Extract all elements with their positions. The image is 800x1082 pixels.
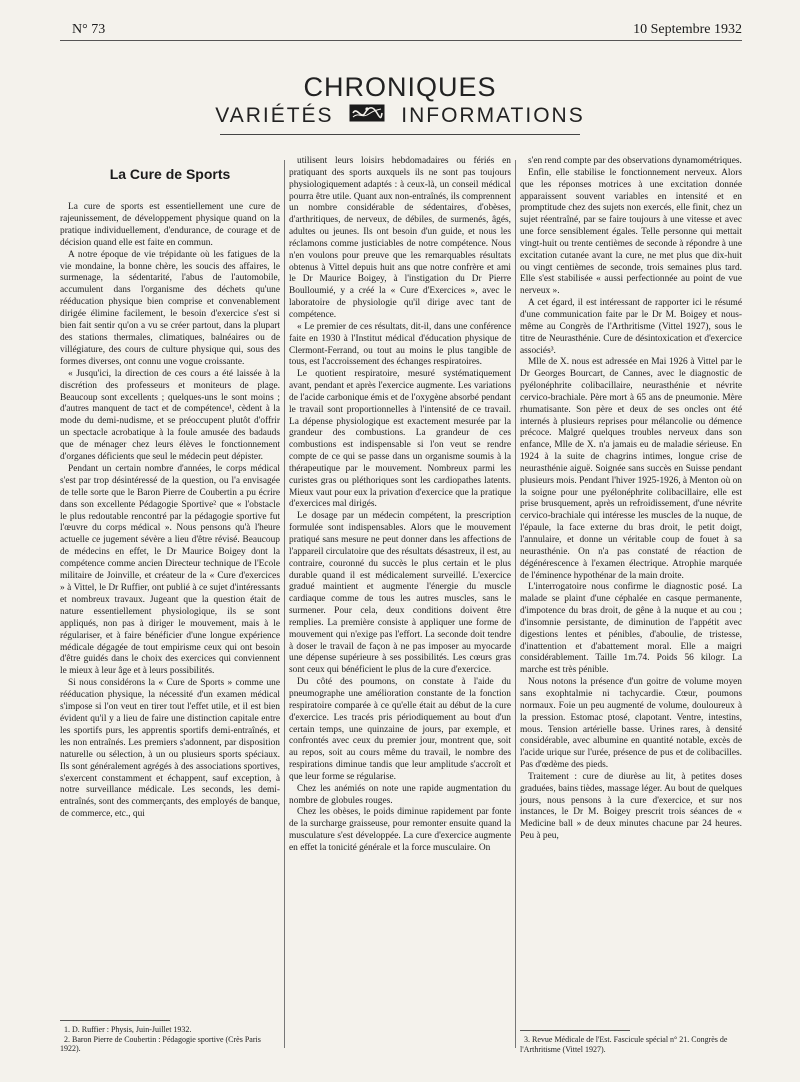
column-divider — [515, 160, 516, 1048]
issue-date: 10 Septembre 1932 — [633, 22, 742, 37]
paragraph: A notre époque de vie trépidante où les fatigues de la vie mondaine, la bonne chère, les soucis des affaires, le surmenage, la sédentarité, l'abus de l'automobile, accumulent dans l'organisme des déchets qu'une rééducation physique bien comprise et convenablement dirigée élimine facilement, le besoin d'exercice s'est si bien fait sentir qu'on a vu se créer partout, dans la plupart des stations thermales, climatiques, balnéaires ou de villégiature, des cours de culture physique qui, sous des formes diverses, ont connu une vogue croissante. — [60, 249, 280, 367]
footnotes-left — [60, 1020, 280, 1054]
paragraph: L'interrogatoire nous confirme le diagnostic posé. La malade se plaint d'une céphalée en casque permanente, d'impotence du bras droit, de gêne à la nuque et au cou ; d'insomnie persistante, de diminution de l'appétit avec digestions lentes et pénibles, d'aboulie, de tristesse, d'inattention et d'abattement moral. Elle a maigri considérablement. Taille 1m.74. Poids 56 kilogr. La marche est très pénible. — [520, 582, 742, 676]
masthead-line2 — [0, 104, 800, 128]
column-3 — [520, 156, 742, 843]
column-divider — [284, 160, 285, 1048]
paragraph: Chez les anémiés on note une rapide augmentation du nombre de globules rouges. — [289, 783, 511, 806]
masthead — [0, 72, 800, 135]
paragraph: Pendant un certain nombre d'années, le corps médical s'est par trop désintéressé de la question, ou l'a envisagée de telle sorte que le Baron Pierre de Coubertin a pu écrire dans son excellente Pédagogie Sportive² que « l'obstacle le plus redoutable rencontré par la pédagogie sportive fut l'œuvre du corps médical ». Nous pensons qu'à l'heure actuelle ce jugement sévère a lieu d'être révisé. Beaucoup de médecins en effet, le Dr Maurice Boigey dont la compétence comme ancien Directeur technique de l'Ecole militaire de Joinville, et créateur de la « Cure d'exercices » à Vittel, le Dr Ruffier, ont publié à ce sujet d'intéressants et nombreux travaux. Jugeant que la question était de nature essentiellement physiologique, ils se sont appliqués, non pas à diriger le mouvement, mais à le régulariser, et à faire bénéficier d'une longue expérience médicale dégagée de tout empirisme ceux qui ont besoin d'être guidés dans le choix des exercices qui conviennent le mieux à leur âge et à leurs possibilités. — [60, 463, 280, 677]
paragraph: Du côté des poumons, on constate à l'aide du pneumographe une amélioration constante de la fonction respiratoire comparée à ce qu'elle était au début de la cure d'exercice. Les tracés pris périodiquement au bout d'un certain temps, une quinzaine de jours, par exemple, et confrontés avec ceux du premier jour, montrent que, soit au repos, soit au cours même du travail, le nombre des respirations diminue tandis que leur amplitude s'accroît et que leur forme se régularise. — [289, 677, 511, 782]
paragraph: Mlle de X. nous est adressée en Mai 1926 à Vittel par le Dr Georges Bourcart, de Cannes, avec le diagnostic de pyélonéphrite colibacillaire, neurasthénie et névrite cervico-brachiale. Père mort à 65 ans de pneumonie. Mère rhumatisante. Son père et deux de ses oncles ont été internés à plusieurs reprises pour mélancolie ou démence précoce. Malgré quelques troubles nerveux dans son enfance, Mlle de X. n'a jamais eu de maladie sérieuse. En 1924 à la suite de chagrins intimes, longue crise de neurasthénie aiguë. Soignée sans succès en Suisse pendant plusieurs mois. Pendant l'hiver 1925-1926, à Menton où on la soigne pour une pyélonéphrite colibacillaire, elle est prise brusquement, après un refroidissement, d'une névrite cervico-brachiale qui intéresse les muscles de la nuque, de l'épaule, la face externe du bras droit, le petit doigt, l'annulaire, et donne un véritable coup de fouet à sa neurasthénie. On n'a pas constaté de réaction de dégénérescence à l'examen électrique. Atrophie marquée de l'éminence hypothénar de la main droite. — [520, 357, 742, 581]
masthead-informations: INFORMATIONS — [401, 104, 585, 128]
paragraph: « Jusqu'ici, la direction de ces cours a été laissée à la discrétion des professeurs et moniteurs de plage. Beaucoup sont excellents ; quelques-uns le sont moins ; d'autres manquent de tact et de compétence¹, cèdent à la mode du demi-nudisme, et se préoccupent plutôt d'offrir un spectacle acrobatique à la foule amusée des badauds que de ménager chez leurs élèves le fonctionnement d'organes déficients que seul le médecin peut dépister. — [60, 368, 280, 463]
footnote-rule — [520, 1030, 630, 1031]
paragraph: s'en rend compte par des observations dynamométriques. — [528, 156, 742, 166]
paragraph: La cure de sports est essentiellement une cure de rajeunissement, de développement physique quand on la pratique individuellement, d'endurance, de courage et de décision quand elle est faite en commun. — [60, 202, 280, 248]
footnote-rule — [60, 1020, 170, 1021]
paragraph: Le quotient respiratoire, mesuré systématiquement avant, pendant et après l'exercice augmente. Les variations de l'acide carbonique émis et de l'oxygène absorbé pendant le travail sont proportionnelles à l'intensité de ce travail. La dépense physiologique est exactement mesurée par la grandeur des combustions. La grandeur de ces combustions est indispensable si l'on veut se rendre compte de ce qui se passe dans un organisme soumis à la thérapeutique par le mouvement. Nombreux parmi les curistes gras ou pléthoriques sont les cardiopathes latents. Mieux vaut pour eux la privation d'exercice que la pratique d'exercices mal dirigés. — [289, 369, 511, 510]
masthead-rule — [220, 134, 580, 135]
paragraph: « Le premier de ces résultats, dit-il, dans une conférence faite en 1930 à l'Institut médical d'éducation physique de Clermont-Ferrand, ou tout au moins le plus tangible de tous, est l'accroissement des échanges respiratoires. — [289, 321, 511, 368]
column-1 — [60, 162, 280, 821]
issue-number: N° 73 — [72, 22, 106, 37]
ornament-icon — [349, 104, 385, 128]
footnotes-right — [520, 1030, 742, 1054]
paragraph: A cet égard, il est intéressant de rapporter ici le résumé d'une communication faite par le Dr M. Boigey et nous-même au Congrès de l'Arthritisme (Vittel 1927), sous le titre de Neurasthénie. Cure de désintoxication et d'exercice associés³. — [520, 298, 742, 356]
footnote: 3. Revue Médicale de l'Est. Fascicule spécial n° 21. Congrès de l'Arthritisme (Vittel 1927). — [520, 1035, 728, 1054]
page-header — [0, 22, 800, 42]
paragraph: Le dosage par un médecin compétent, la prescription formulée sont indispensables. Alors que le mouvement pratiqué sans mesure ne peut donner dans les affections de l'appareil circulatoire que des résultats désastreux, il est, au contraire, couronné du succès le plus certain et le plus durable quand il est médicalement surveillé. L'exercice gradué maintient et augmente l'énergie du muscle cardiaque comme de tous les autres muscles, sans le surmener. Pour cela, deux conditions doivent être remplies. La première consiste à appliquer une forme de mouvement qui n'exige pas l'effort. La seconde doit tendre à doser le travail de façon à ne pas imposer au myocarde une dépense supérieure à ses possibilités. Les cœurs gras sont ceux qui bénéficient le plus de la cure d'exercice. — [289, 511, 511, 676]
paragraph: Chez les obèses, le poids diminue rapidement par fonte de la surcharge graisseuse, pour remonter ensuite quand la musculature s'est développée. La cure d'exercice augmente en effet la tonicité générale et la force musculaire. On — [289, 807, 511, 853]
column-2 — [289, 156, 511, 855]
paragraph: Enfin, elle stabilise le fonctionnement nerveux. Alors que les réponses motrices à une excitation donnée apparaissent souvent variables en intensité et en promptitude chez des sujets non exercés, elle finit, chez un sujet réentraîné, par se faire toujours à une vitesse et avec une force sensiblement égales. Telle personne qui mettait vingt-huit ou trente centièmes de seconde à répondre à une excitation cutanée avant la cure, ne met plus que dix-huit ou vingt centièmes de seconde, trois semaines plus tard. Elle s'est stabilisée « aussi perfectionnée au point de vue nerveux ». — [520, 167, 742, 297]
footnote: 2. Baron Pierre de Coubertin : Pédagogie sportive (Crès Paris 1922). — [60, 1034, 261, 1054]
paragraph: utilisent leurs loisirs hebdomadaires ou fériés en pratiquant des sports auxquels ils ne sont pas toujours physiologiquement adaptés : à ceux-là, un conseil médical pourra être utile. Quant aux non-entraînés, ils comprennent un nombre considérable de sédentaires, d'obèses, d'arthritiques, de nerveux, de débiles, de surmenés, âgés, adultes ou jeunes. Ils ont besoin d'un guide, et nous les réclamons comme justiciables de notre compétence. Nous n'en voulons pour preuve que les remarquables résultats obtenus à Vittel depuis huit ans que notre confrère et ami le Dr Maurice Boigey, à l'instigation du Dr Pierre Boulloumié, y a créé la « Cure d'Exercices », avec le laboratoire de physiologie qu'il dirige avec tant de compétence. — [289, 156, 511, 320]
paragraph: Traitement : cure de diurèse au lit, à petites doses graduées, bains tièdes, massage léger. Au bout de quelques jours, nous pensons à la cure d'exercice, et sur nos instances, le Dr M. Boigey prescrit trois séances de « Medicine ball » de deux minutes chacune par 24 heures. Peu à peu, — [520, 771, 742, 842]
paragraph: Si nous considérons la « Cure de Sports » comme une rééducation physique, la nécessité d'un examen médical s'impose si l'on veut en tirer tout l'effet utile, et il est bien évident qu'il y a lieu de faire une distinction capitale entre les sportifs purs, les apprentis sportifs demi-entraînés, et les non entraînés. Les premiers s'adonnent, par disposition naturelle ou sélection, à un ou plusieurs sports spéciaux. Ils sont généralement agrégés à des associations sportives, s'exercent constamment et échappent, sauf exception, à notre surveillance médicale. Les seconds, les demi-entraînés, sont des commerçants, des employés de banque, de commerce, etc., qui — [60, 678, 280, 820]
article-title: La Cure de Sports — [109, 166, 231, 182]
paragraph: Nous notons la présence d'un goitre de volume moyen sans exophtalmie ni tachycardie. Cœur, poumons normaux. Foie un peu augmenté de volume, douloureux à la pression. Estomac ptosé, clapotant. Ventre, intestins, mous. Tension artérielle basse. Urines rares, à densité considérable, avec albumine en quantité notable, excès de l'acide urique sur l'urée, présence de pus et de colibacilles. Pas d'œdème des pieds. — [520, 677, 742, 771]
footnote: 1. D. Ruffier : Physis, Juin-Juillet 1932. — [64, 1025, 192, 1034]
masthead-chroniques: CHRONIQUES — [303, 72, 497, 102]
header-rule — [60, 40, 742, 41]
masthead-varietes: VARIÉTÉS — [215, 104, 334, 128]
